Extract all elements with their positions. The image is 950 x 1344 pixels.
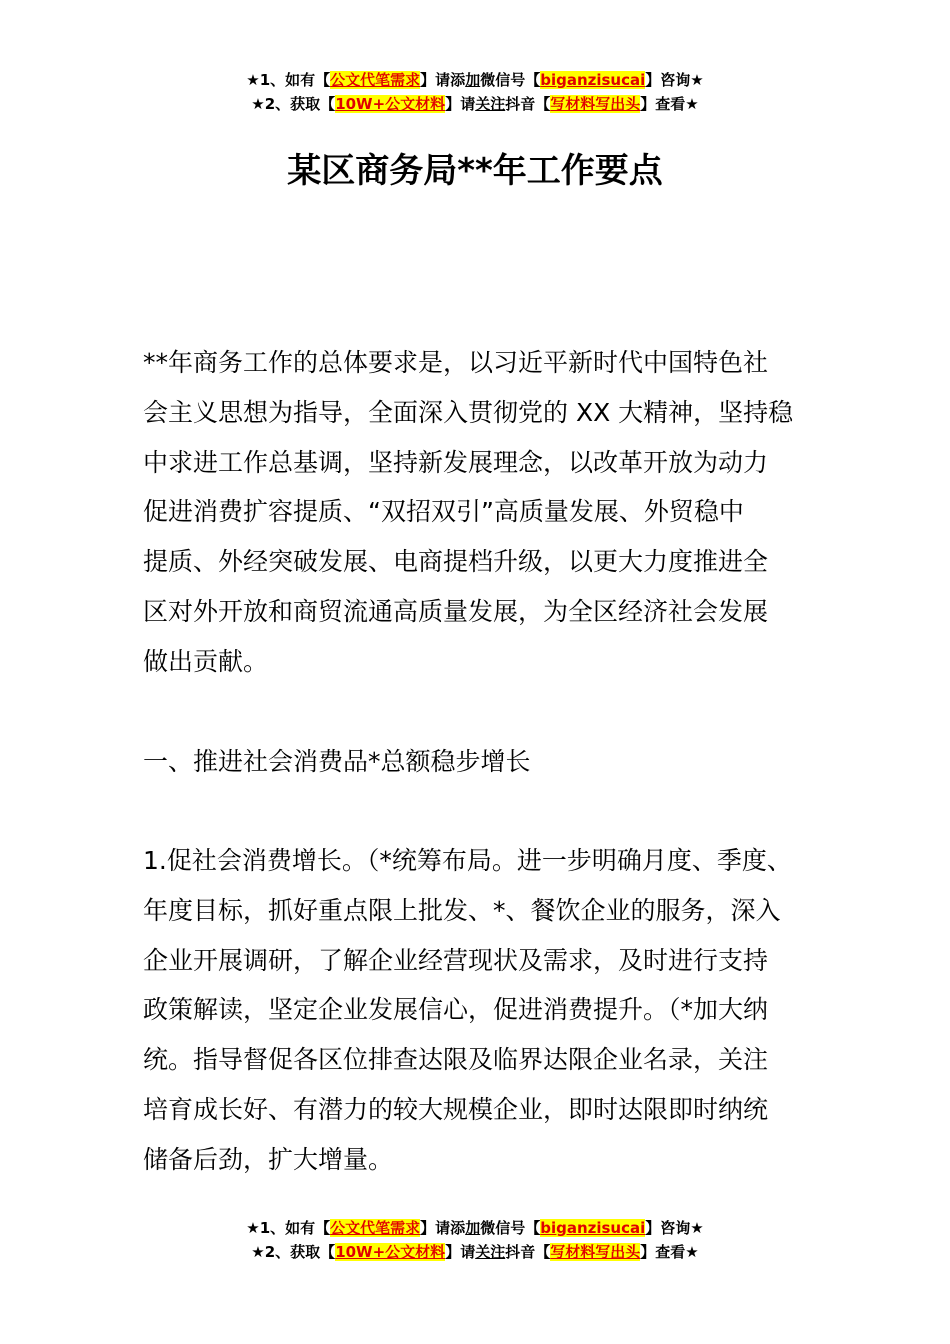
banner-highlight: 公文代笔需求 xyxy=(330,71,421,89)
banner-text: 微信号【 xyxy=(480,71,541,89)
banner-underlined: 加 xyxy=(465,71,481,89)
paragraph-line: 1.促社会消费增长。（*统筹布局。进一步明确月度、季度、 xyxy=(143,846,792,875)
banner-text: 】查看★ xyxy=(640,95,699,113)
paragraph-line: **年商务工作的总体要求是，以习近平新时代中国特色社 xyxy=(143,348,769,377)
banner-text: 】请添 xyxy=(420,1219,466,1237)
banner-text: 微信号【 xyxy=(480,1219,541,1237)
banner-text: ★2、获取【 xyxy=(251,1243,336,1261)
banner-text: ★1、如有【 xyxy=(246,71,331,89)
banner-highlight: 10W+公文材料 xyxy=(335,1243,446,1261)
bottom-ad-banner xyxy=(0,1216,950,1264)
banner-highlight: biganzisucai xyxy=(540,71,646,89)
paragraph-line: 培育成长好、有潜力的较大规模企业，即时达限即时纳统 xyxy=(143,1094,769,1124)
paragraph-line: 中求进工作总基调，坚持新发展理念，以改革开放为动力 xyxy=(143,447,769,477)
banner-underlined: 关注 xyxy=(475,95,506,113)
banner-text: 】请 xyxy=(445,95,476,113)
banner-text: ★1、如有【 xyxy=(246,1219,331,1237)
banner-line-2 xyxy=(0,1240,950,1264)
paragraph-line: 政策解读，坚定企业发展信心，促进消费提升。（*加大纳 xyxy=(143,995,769,1025)
banner-text: 】查看★ xyxy=(640,1243,699,1261)
paragraph-line: 会主义思想为指导，全面深入贯彻党的 XX 大精神，坚持稳 xyxy=(143,397,794,427)
item-1-paragraph xyxy=(143,836,823,1185)
banner-line-2 xyxy=(0,92,950,116)
intro-paragraph xyxy=(143,338,823,687)
paragraph-line: 提质、外经突破发展、电商提档升级，以更大力度推进全 xyxy=(143,547,769,577)
paragraph-line: 区对外开放和商贸流通高质量发展，为全区经济社会发展 xyxy=(143,596,769,626)
banner-highlight: 公文代笔需求 xyxy=(330,1219,421,1237)
banner-highlight: 10W+公文材料 xyxy=(335,95,446,113)
top-ad-banner xyxy=(0,68,950,116)
banner-text: ★2、获取【 xyxy=(251,95,336,113)
paragraph-line: 企业开展调研，了解企业经营现状及需求，及时进行支持 xyxy=(143,945,769,975)
section-heading-1 xyxy=(143,737,823,787)
banner-highlight: biganzisucai xyxy=(540,1219,646,1237)
section-heading-text: 一、推进社会消费品*总额稳步增长 xyxy=(143,747,531,776)
paragraph-line: 年度目标，抓好重点限上批发、*、餐饮企业的服务，深入 xyxy=(143,895,781,925)
paragraph-line: 做出贡献。 xyxy=(143,646,269,676)
paragraph-line: 储备后劲，扩大增量。 xyxy=(143,1144,394,1174)
banner-text: 】咨询★ xyxy=(645,71,704,89)
banner-underlined: 加 xyxy=(465,1219,481,1237)
banner-text: 抖音【 xyxy=(505,1243,551,1261)
paragraph-line: 统。指导督促各区位排查达限及临界达限企业名录，关注 xyxy=(143,1045,769,1075)
paragraph-line: 促进消费扩容提质、“双招双引”高质量发展、外贸稳中 xyxy=(143,497,744,527)
document-title: 某区商务局**年工作要点 xyxy=(287,151,663,191)
banner-line-1 xyxy=(0,1216,950,1240)
banner-line-1 xyxy=(0,68,950,92)
banner-text: 】咨询★ xyxy=(645,1219,704,1237)
banner-underlined: 关注 xyxy=(475,1243,506,1261)
banner-text: 】请添 xyxy=(420,71,466,89)
banner-text: 抖音【 xyxy=(505,95,551,113)
banner-text: 】请 xyxy=(445,1243,476,1261)
banner-highlight: 写材料写出头 xyxy=(550,95,641,113)
banner-highlight: 写材料写出头 xyxy=(550,1243,641,1261)
